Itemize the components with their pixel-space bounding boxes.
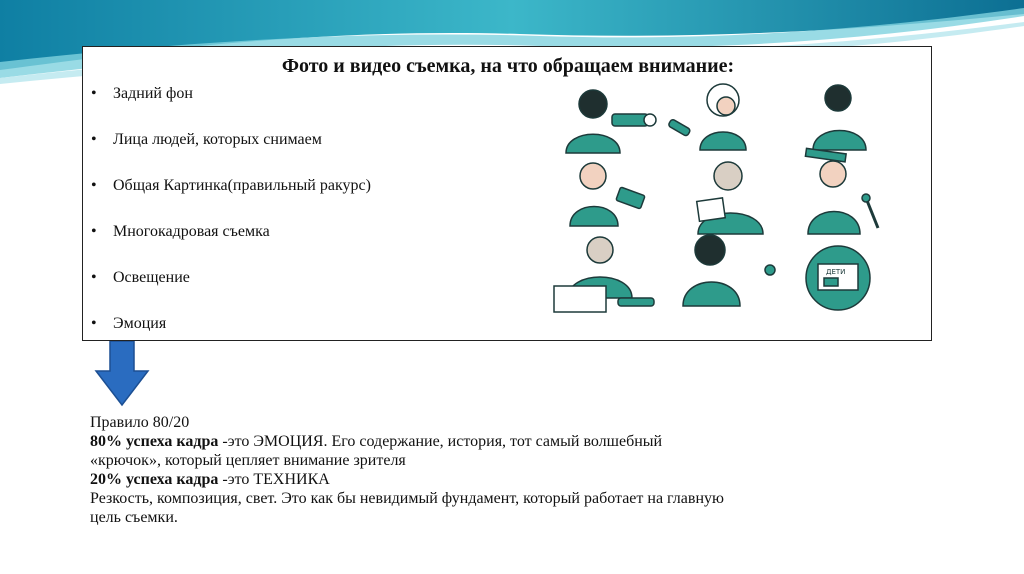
presenter-man-icon xyxy=(697,162,763,234)
bullet-text: Задний фон xyxy=(113,85,193,102)
camera-operator-icon xyxy=(566,90,656,153)
bullet-item xyxy=(91,177,371,223)
down-arrow-icon xyxy=(94,341,150,407)
headset-woman-icon xyxy=(570,163,645,226)
rule-paragraph-1 xyxy=(90,432,730,470)
rule-80-20-block xyxy=(90,413,730,527)
bullet-text: Освещение xyxy=(113,269,190,286)
bullet-text: Многокадровая съемка xyxy=(113,223,270,240)
bullet-text: Общая Картинка(правильный ракурс) xyxy=(113,177,371,194)
bullet-item xyxy=(91,85,371,131)
rule-bold-2: 20% успеха кадра xyxy=(90,471,219,488)
bullet-dot: • xyxy=(91,315,97,332)
rule-bold-1: 80% успеха кадра xyxy=(90,433,219,450)
bullet-dot: • xyxy=(91,85,97,102)
laptop-man-icon xyxy=(554,237,654,312)
bullet-item xyxy=(91,131,371,177)
bullet-dot: • xyxy=(91,177,97,194)
bullet-text: Лица людей, которых снимаем xyxy=(113,131,322,148)
newspaper-icon xyxy=(806,246,870,310)
newspaper-badge-text: ДЕТИ xyxy=(826,268,846,276)
bullet-dot: • xyxy=(91,269,97,286)
slide-title: Фото и видео съемка, на что обращаем внимание: xyxy=(281,55,735,77)
microphone-woman-icon xyxy=(683,235,775,306)
reporter-woman-icon xyxy=(668,84,746,150)
bullet-dot: • xyxy=(91,131,97,148)
bullet-item xyxy=(91,223,371,269)
bullet-text: Эмоция xyxy=(113,315,167,332)
speaker-woman-icon xyxy=(808,161,878,234)
rule-text-2: -это ТЕХНИКА xyxy=(218,471,330,488)
bullet-dot: • xyxy=(91,223,97,240)
rule-paragraph-2 xyxy=(90,470,730,489)
rule-text-1: -это ЭМОЦИЯ. Его содержание, история, тот самый волшебный «крючок», который цепляет внимание зрителя xyxy=(90,433,663,469)
bullet-list xyxy=(91,85,371,361)
writer-man-icon xyxy=(805,85,866,162)
rule-heading: Правило 80/20 xyxy=(90,414,190,431)
bullet-item xyxy=(91,269,371,315)
rule-paragraph-3: Резкость, композиция, свет. Это как бы невидимый фундамент, который работает на главную цель съемки. xyxy=(90,490,724,526)
media-people-illustration xyxy=(548,78,888,318)
